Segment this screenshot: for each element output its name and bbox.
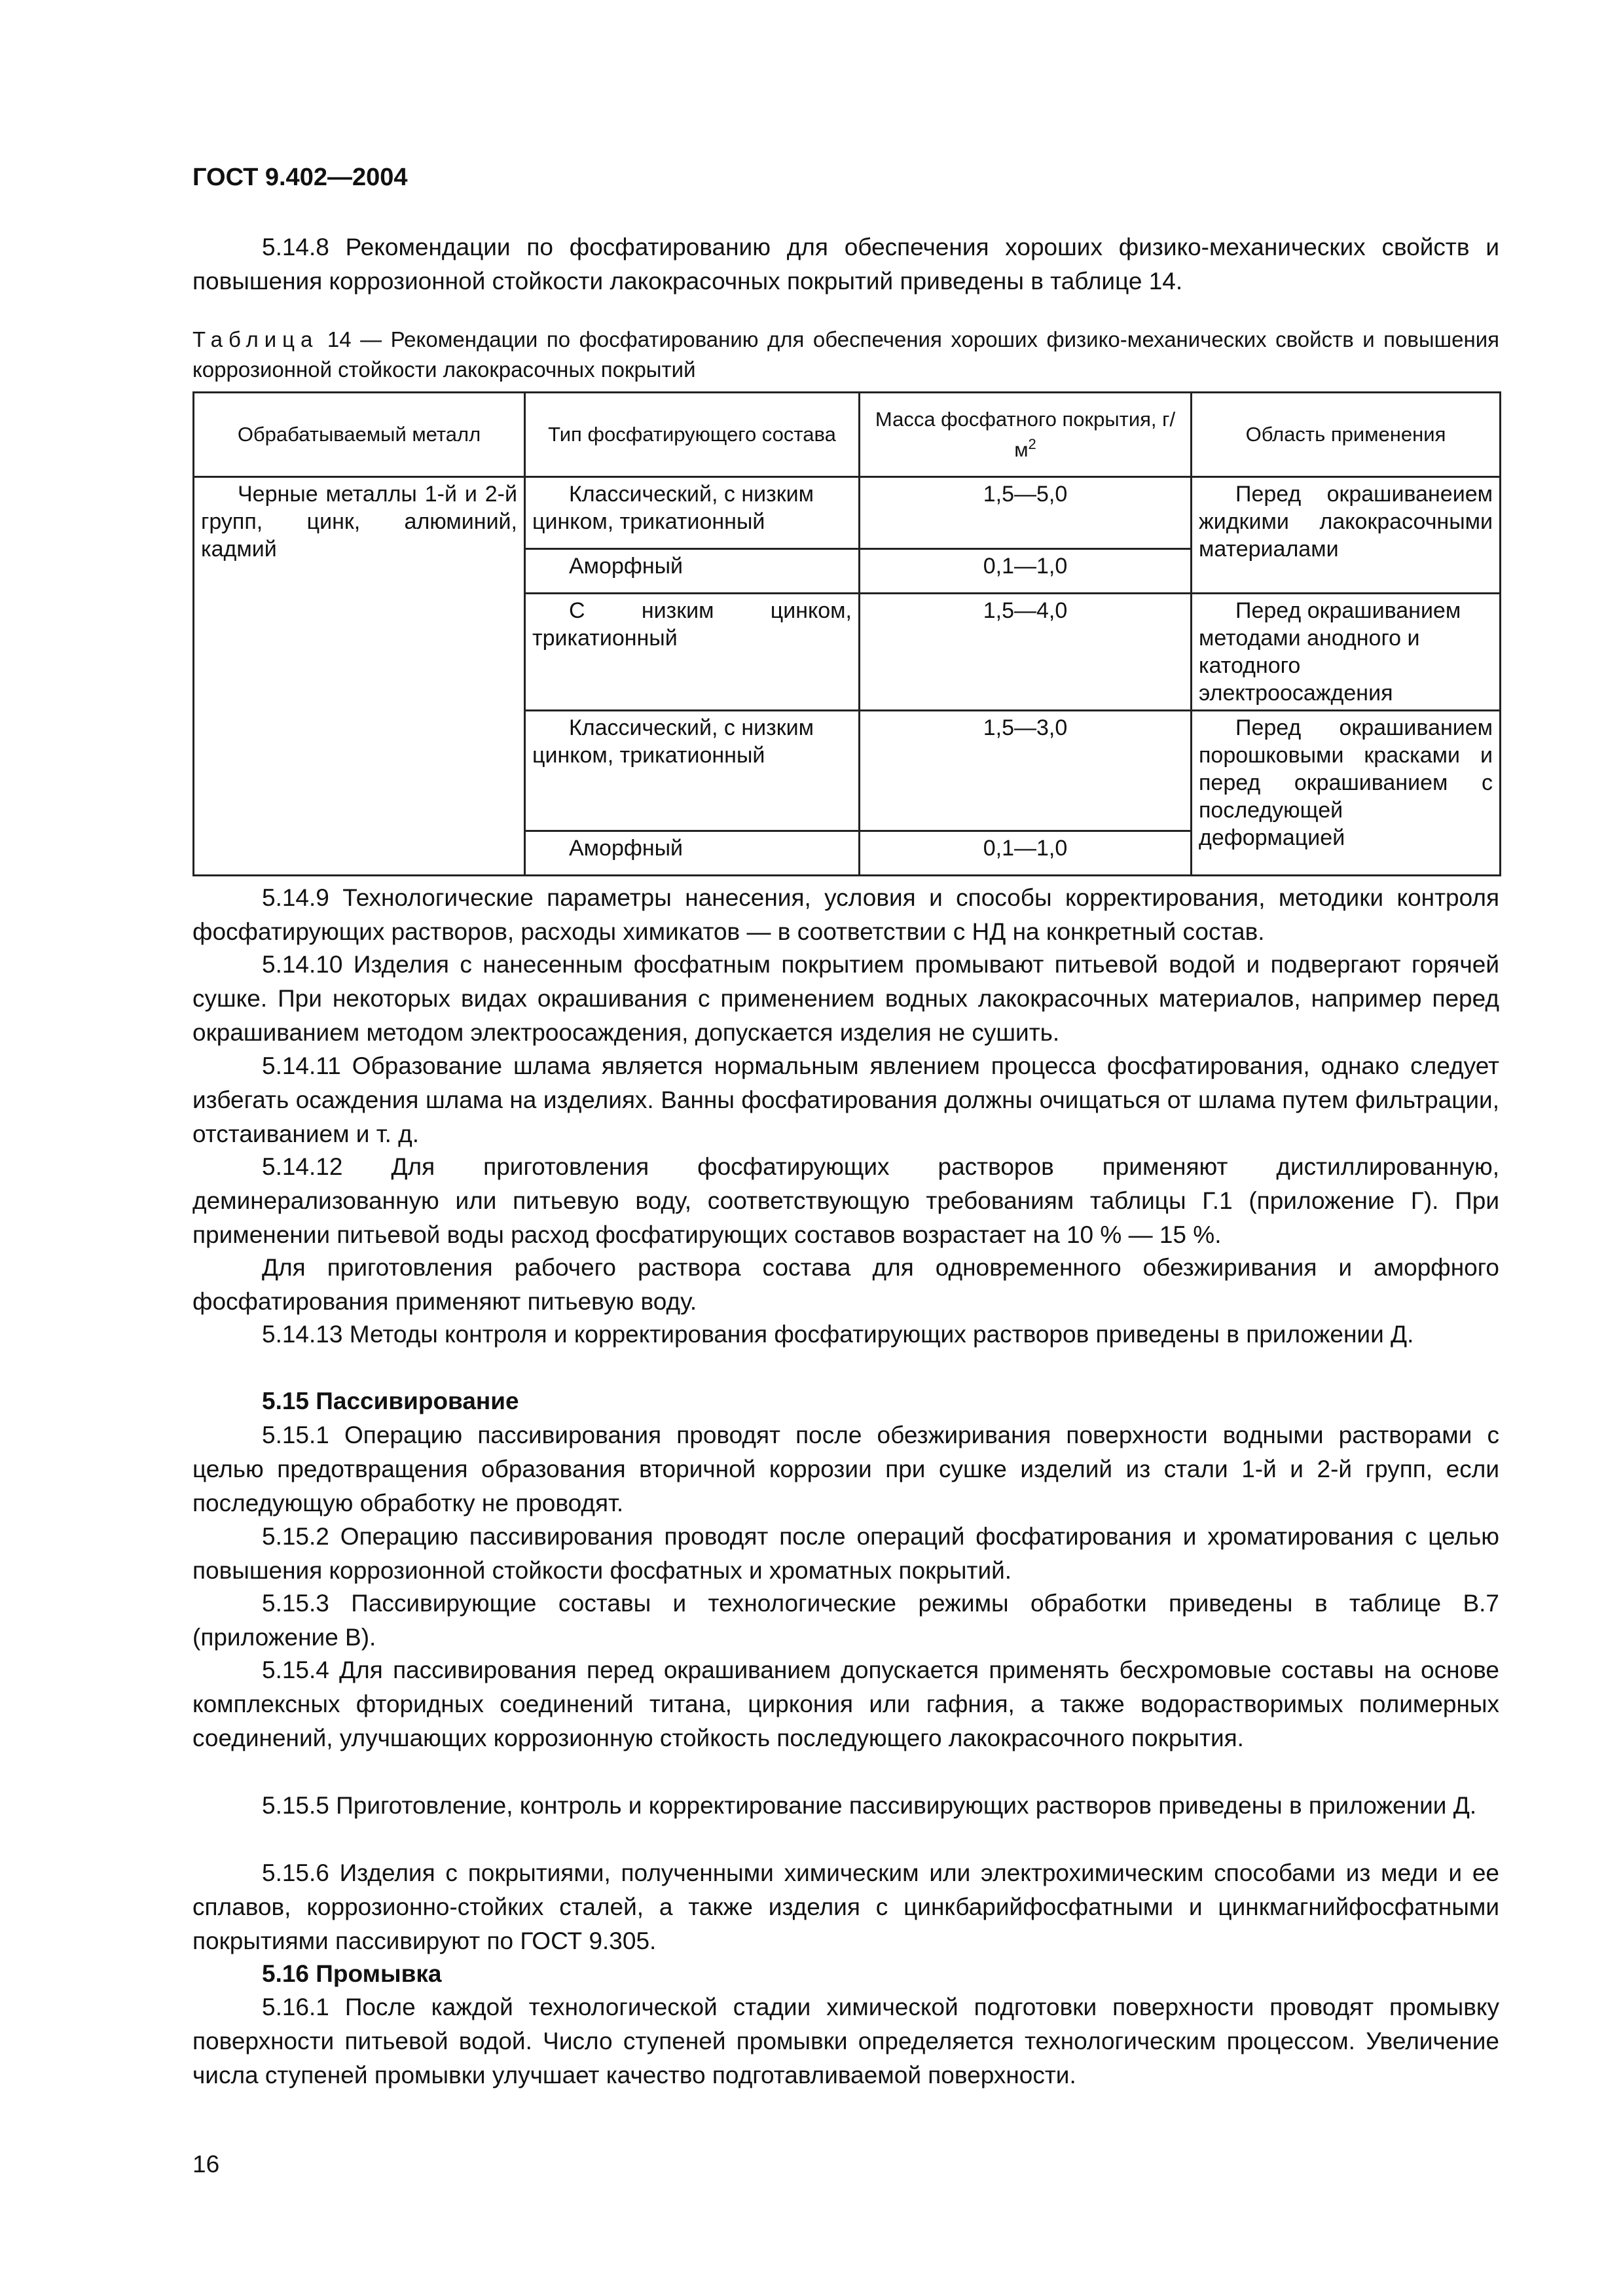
section-heading-5-16: 5.16 Промывка (262, 1960, 442, 1987)
table-caption-prefix: Таблица (192, 327, 319, 351)
table-14 (192, 391, 1501, 876)
cell-mass: 1,5—5,0 (860, 477, 1192, 549)
paragraph-5-15-2: 5.15.2 Операцию пассивирования проводят после операций фосфатирования и хроматирования с целью повышения коррозионной стойкости фосфатных и хроматных покрытий. (192, 1523, 1499, 1584)
table-row (194, 477, 1501, 549)
cell-application: Перед окрашиванием методами анодного и катодного электроосаждения (1192, 594, 1501, 711)
cell-mass: 1,5—4,0 (860, 594, 1192, 711)
paragraph-5-14-10: 5.14.10 Изделия с нанесенным фосфатным покрытием промывают питьевой водой и подвергают горячей сушке. При некоторых видах окрашивания с применением водных лакокрасочных материалов, например перед окрашиванием методом электроосаждения, допускается изделия не сушить. (192, 951, 1499, 1046)
paragraph-5-14-12-cont: Для приготовления рабочего раствора состава для одновременного обезжиривания и аморфного фосфатирования применяют питьевую воду. (192, 1254, 1499, 1315)
paragraph-5-15-6: 5.15.6 Изделия с покрытиями, полученными химическим или электрохимическим способами из меди и ее сплавов, коррозионно-стойких сталей, а также изделия с цинкбарийфосфатными и цинкмагнийфосфатными покрытиями пассивируют по ГОСТ 9.305. (192, 1859, 1499, 1954)
cell-application: Перед окрашиванеием жидкими лакокрасочными материалами (1192, 477, 1501, 594)
cell-mass: 0,1—1,0 (860, 831, 1192, 876)
page-number: 16 (192, 2151, 220, 2178)
paragraph-5-15-3: 5.15.3 Пассивирующие составы и технологические режимы обработки приведены в таблице В.7 (приложение В). (192, 1590, 1499, 1651)
header-mass-text: Масса фосфатного покрытия, г/м (875, 407, 1176, 461)
paragraph-5-14-9: 5.14.9 Технологические параметры нанесения, условия и способы корректирования, методики контроля фосфатирующих растворов, расходы химикатов — в соответствии с НД на конкретный состав. (192, 884, 1499, 945)
paragraph-5-15-5: 5.15.5 Приготовление, контроль и корректирование пассивирующих растворов приведены в приложении Д. (262, 1792, 1477, 1819)
cell-metal: Черные металлы 1-й и 2-й групп, цинк, алюминий, кадмий (194, 477, 525, 876)
paragraph-5-15-1: 5.15.1 Операцию пассивирования проводят после обезжиривания поверхности водными растворами с целью предотвращения образования вторичной коррозии при сушке изделий из стали 1-й и 2-й групп, если последующую обработку не проводят. (192, 1422, 1499, 1516)
cell-composition: Классический, с низким цинком, трикатионный (525, 711, 860, 831)
header-application: Область применения (1192, 393, 1501, 477)
paragraph-5-14-8: 5.14.8 Рекомендации по фосфатированию для обеспечения хороших физико-механических свойств и повышения коррозионной стойкости лакокрасочных покрытий приведены в таблице 14. (192, 234, 1499, 295)
section-heading-5-15: 5.15 Пассивирование (262, 1388, 519, 1414)
standard-code: ГОСТ 9.402—2004 (192, 164, 408, 191)
header-mass (860, 393, 1192, 477)
cell-application: Перед окрашиванием порошковыми красками и перед окрашиванием с последующей деформацией (1192, 711, 1501, 876)
table-header-row (194, 393, 1501, 477)
cell-composition: С низким цинком, трикатионный (525, 594, 860, 711)
paragraph-5-14-11: 5.14.11 Образование шлама является нормальным явлением процесса фосфатирования, однако следует избегать осаждения шлама на изделиях. Ванны фосфатирования должны очищаться от шлама путем фильтрации, отстаиванием и т. д. (192, 1052, 1499, 1147)
paragraph-5-14-13: 5.14.13 Методы контроля и корректирования фосфатирующих растворов приведены в приложении Д. (262, 1321, 1414, 1348)
cell-composition: Аморфный (525, 549, 860, 594)
paragraph-5-14-12: 5.14.12 Для приготовления фосфатирующих растворов применяют дистиллированную, деминерализованную или питьевую воду, соответствующую требованиям таблицы Г.1 (приложение Г). При применении питьевой воды расход фосфатирующих составов возрастает на 10 % — 15 %. (192, 1153, 1499, 1248)
table-caption-text: 14 — Рекомендации по фосфатированию для обеспечения хороших физико-механических свойств и повышения коррозионной стойкости лакокрасочных покрытий (192, 327, 1499, 382)
cell-composition: Аморфный (525, 831, 860, 876)
header-composition: Тип фосфатирующего состава (525, 393, 860, 477)
paragraph-5-16-1: 5.16.1 После каждой технологической стадии химической подготовки поверхности проводят промывку поверхности питьевой водой. Число ступеней промывки определяется технологическим процессом. Увеличение числа ступеней промывки улучшает качество подготавливаемой поверхности. (192, 1994, 1499, 2089)
table-caption (192, 325, 1499, 385)
cell-mass: 1,5—3,0 (860, 711, 1192, 831)
header-metal: Обрабатываемый металл (194, 393, 525, 477)
cell-composition: Классический, с низким цинком, трикатионный (525, 477, 860, 549)
cell-mass: 0,1—1,0 (860, 549, 1192, 594)
header-mass-sup: 2 (1028, 435, 1036, 452)
paragraph-5-15-4: 5.15.4 Для пассивирования перед окрашиванием допускается применять бесхромовые составы на основе комплексных фторидных соединений титана, циркония или гафния, а также водорастворимых полимерных соединений, улучшающих коррозионную стойкость последующего лакокрасочного покрытия. (192, 1657, 1499, 1751)
